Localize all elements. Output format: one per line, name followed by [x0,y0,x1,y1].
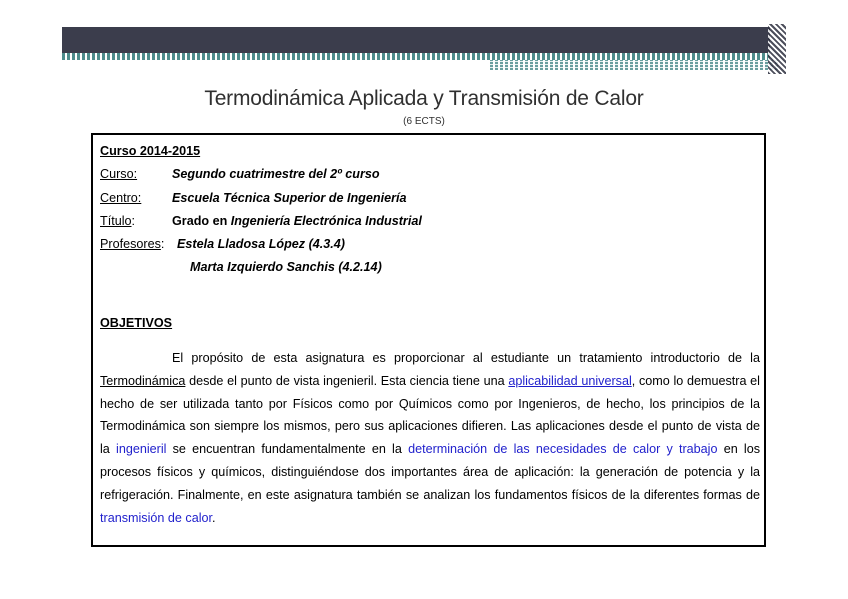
determinacion-link[interactable]: determinación de las necesidades de calor y trabajo [408,442,718,457]
header-teal-stripe-lower [490,60,780,70]
objetivos-paragraph [100,347,760,529]
header-corner-pattern [768,24,786,74]
centro-row [100,191,407,206]
centro-value: Escuela Técnica Superior de Ingeniería [172,191,407,205]
header-dark-bar [62,27,770,53]
profesores-row [100,237,345,252]
header-teal-stripe [62,53,770,60]
profesores-colon: : [160,237,165,251]
page-title: Termodinámica Aplicada y Transmisión de Calor [204,87,644,110]
termodinamica-term: Termodinámica [100,373,186,388]
centro-label: Centro: [100,191,142,205]
paragraph-text-3: , como lo demuestra el hecho de ser utilizada tanto por Físicos como por Químicos como por Ingenieros, de hecho, los principios de la Termodinámica son siempre los mismos, pero sus aplicaciones difieren. Las aplicaciones desde el punto de vista de la [100,373,760,457]
profesor-1: Estela Lladosa López (4.3.4) [177,237,345,251]
titulo-label: Título [100,214,132,228]
transmision-link[interactable]: transmisión de calor [100,510,212,525]
paragraph-text-5: en los procesos físicos y químicos, distinguiéndose dos importantes área de aplicación: la generación de potencia y la refrigeración. Finalmente, en este asignatura también se analizan los fundamentos físicos de la diferentes formas de [100,442,761,502]
curso-label: Curso: [100,167,138,181]
curso-value: Segundo cuatrimestre del 2º curso [172,167,380,181]
profesores-label: Profesores [100,237,161,251]
ingenieril-link[interactable]: ingenieril [116,442,167,457]
course-year: Curso 2014-2015 [100,144,201,158]
objetivos-heading: OBJETIVOS [100,316,173,330]
titulo-colon: : [131,214,135,228]
page-subtitle: (6 ECTS) [403,116,445,127]
titulo-prefix: Grado en [172,214,231,228]
curso-row [100,167,380,182]
titulo-value: Ingeniería Electrónica Industrial [230,214,422,228]
aplicabilidad-link[interactable]: aplicabilidad universal [508,373,632,388]
titulo-row [100,214,422,229]
paragraph-text-4: se encuentran fundamentalmente en la [166,442,409,457]
paragraph-text-2: desde el punto de vista ingenieril. Esta ciencia tiene una [185,373,509,388]
paragraph-text-1: El propósito de esta asignatura es proporcionar al estudiante un tratamiento introductorio de la [172,351,760,365]
paragraph-text-6: . [212,510,216,525]
profesor-2: Marta Izquierdo Sanchis (4.2.14) [190,260,382,274]
titulo-value-group [172,214,422,229]
